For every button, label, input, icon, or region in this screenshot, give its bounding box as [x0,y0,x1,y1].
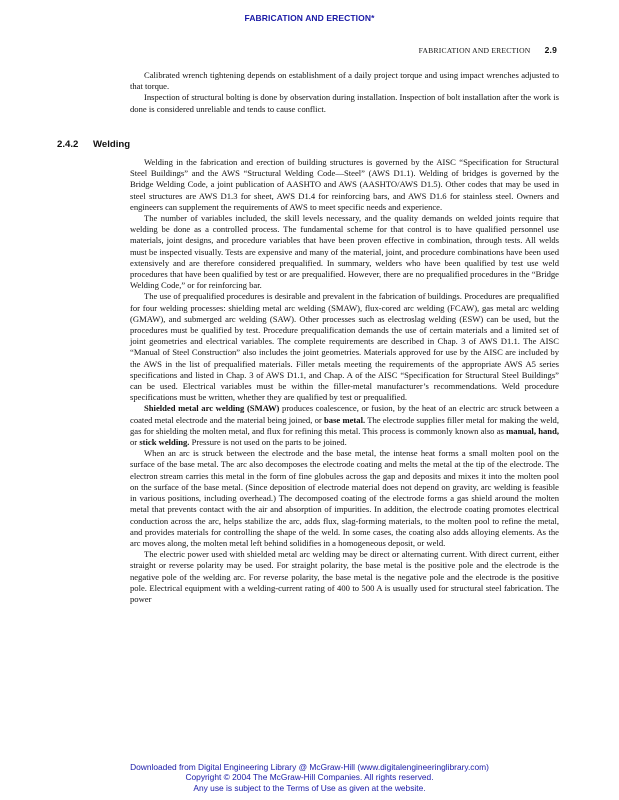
base-metal-term: base metal. [324,414,366,425]
intro-paragraph-1: Calibrated wrench tightening depends on establishment of a daily project torque and using impact wrenches adjusted to that torque. [130,70,559,92]
intro-paragraph-2: Inspection of structural bolting is done by observation during installation. Inspection of bolt installation after the work is done is considered unreliable and tends to cause conflict. [130,92,559,114]
section-heading [57,139,130,150]
p4-text-4: Pressure is not used on the parts to be joined. [189,437,347,448]
body-paragraph-3: The use of prequalified procedures is desirable and prevalent in the fabrication of buildings. Procedures are prequalified for four welding processes: shielding metal arc welding (SMAW), flux-cored arc welding (FCAW), gas metal arc welding (GMAW), and submerged arc welding (SAW). Other processes such as electroslag welding (ESW) can be used, but the procedures must be qualified by test. Procedure prequalification demands the use of certain materials and a limited set of joint geometries and electrical variables. The complete requirements are described in Chap. 3 of AWS D1.1. The AISC “Manual of Steel Construction” also includes the joint geometries. Materials approved for use by the AISC are included by the AWS in the list of prequalified materials. Filler metals meeting the requirements of the appropriate AWS A5 series specifications and listed in Chap. 3 of AWS D1.1, and Chap. A of the AISC “Specification for Structural Steel Buildings” can be used. Electrical variables must be within the filler-metal manufacturer’s recommendations. Weld procedure specifications must be written, whether they are qualified by test or prequalified. [130,291,559,403]
intro-text [130,70,559,115]
p4-text-3: or [130,437,140,448]
manual-hand-term: manual, hand, [506,425,559,436]
footer-copyright: Copyright © 2004 The McGraw-Hill Companies. All rights reserved. [185,772,434,783]
running-head-title: FABRICATION AND ERECTION [418,46,531,55]
body-paragraph-4 [130,403,559,448]
running-head [419,45,557,55]
page-banner: FABRICATION AND ERECTION* [244,13,375,23]
body-paragraph-1: Welding in the fabrication and erection of building structures is governed by the AISC “Specification for Structural Steel Buildings” and the AWS “Structural Welding Code—Steel” (AWS D1.1). Welding of bridges is governed by the Bridge Welding Code, a joint publication of AASHTO and AWS (AASHTO/AWS D1.5). Other codes that may be used in steel structures are AWS D1.3 for sheet, AWS D1.4 for reinforcing bars, and AWS D1.6 for stainless steel. Owners and engineers can supplement the requirements of AWS to meet specific needs and experience. [130,157,559,212]
footer-terms: Any use is subject to the Terms of Use as given at the website. [193,782,426,793]
page-number: 2.9 [544,45,557,55]
stick-welding-term: stick welding. [139,437,190,448]
section-title: Welding [93,139,131,150]
section-body [130,157,559,605]
p4-text-2: The electrode supplies filler metal for making the weld, gas for shielding the molten metal, and flux for refining this metal. This process is commonly known also as [130,414,559,436]
body-paragraph-5: When an arc is struck between the electrode and the base metal, the intense heat forms a small molten pool on the surface of the base metal. The arc also decomposes the electrode coating and melts the metal at the tip of the electrode. The electron stream carries this metal in the form of fine globules across the gap and deposits and mixes it into the molten pool on the surface of the base metal. (Since deposition of electrode material does not depend on gravity, arc welding is feasible in various positions, including overhead.) The decomposed coating of the electrode forms a gas shield around the molten metal that prevents contact with the air and absorption of impurities. In addition, the electrode coating promotes electrical conduction across the arc, helps stabilize the arc, adds flux, slag-forming materials, to the molten pool to refine the metal, and provides materials for controlling the shape of the weld. In some cases, the coating also adds alloying elements. As the arc moves along, the molten metal left behind solidifies in a homogeneous deposit, or weld. [130,448,559,548]
smaw-term: Shielded metal arc welding (SMAW) [144,403,280,414]
footer-download-link[interactable]: Downloaded from Digital Engineering Library @ McGraw-Hill (www.digitalengineeringlibrary.com) [130,762,489,772]
body-paragraph-6: The electric power used with shielded metal arc welding may be direct or alternating current. With direct current, either straight or reverse polarity may be used. For straight polarity, the base metal is the positive pole and the electrode is the negative pole of the welding arc. For reverse polarity, the base metal is the negative pole and the electrode is the positive pole. Electrical equipment with a welding-current rating of 400 to 500 A is usually used for structural steel fabrication. The power [130,549,559,604]
body-paragraph-2: The number of variables included, the skill levels necessary, and the quality demands on welded joints require that welding be done as a controlled process. The fundamental scheme for that control is to have qualified personnel use materials, joint designs, and procedure variables that have been proven effective in combination, through tests. All welds must be inspected visually. Tests are expensive and many of the material, joint, and procedure combinations have been used extensively and are therefore considered prequalified. In summary, welders who have been qualified by test use weld procedures that have been qualified by test or are prequalified. However, there are no prequalified procedures in the “Bridge Welding Code,” or for reinforcing bar. [130,213,559,291]
download-footer [0,762,619,793]
p4-text-1: produces coalescence, or fusion, by the heat of an electric arc struck between a coated metal electrode and the material being joined, or [130,403,559,425]
section-number: 2.4.2 [57,139,79,150]
